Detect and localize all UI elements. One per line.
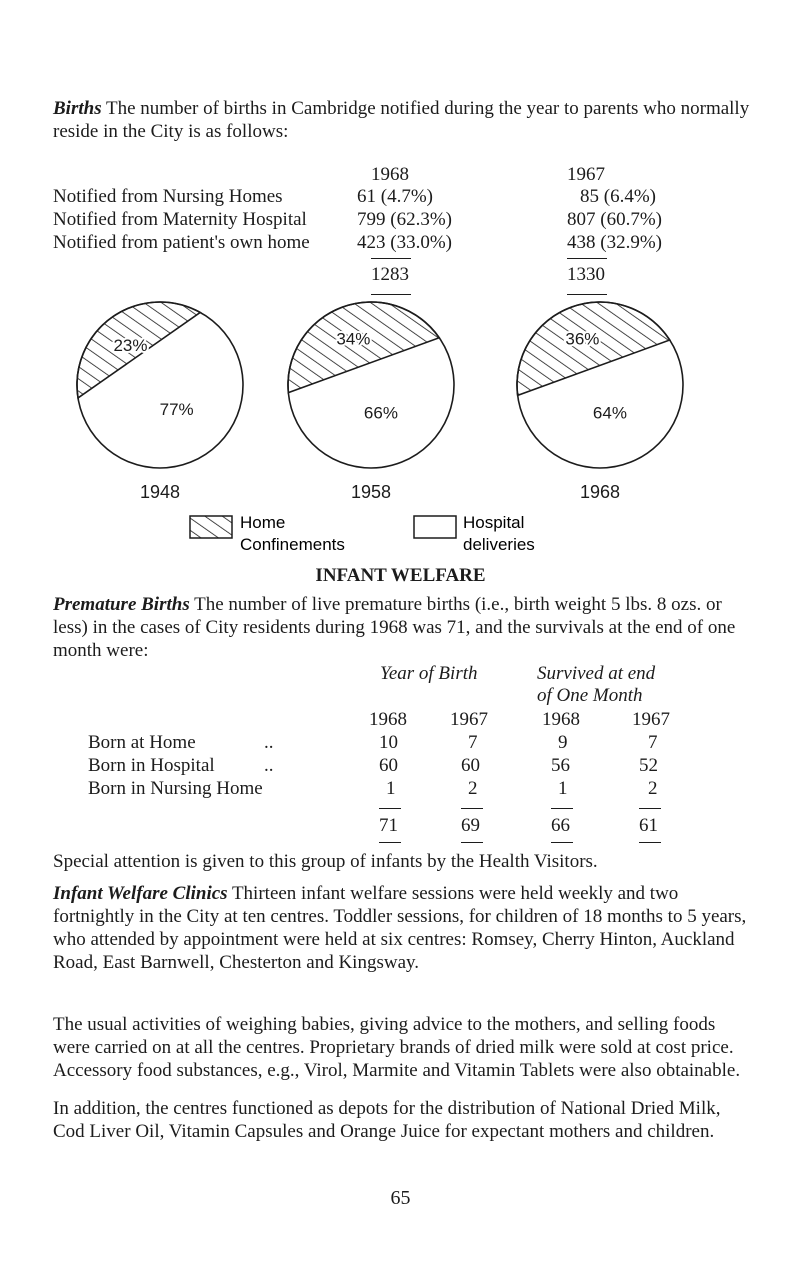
pie-year-label: 1948 xyxy=(139,482,181,502)
pie-charts xyxy=(0,300,801,560)
table-row-label: Born at Home xyxy=(88,732,196,753)
table-cell: 7 xyxy=(648,732,658,753)
births-row-1967: 85 (6.4%) xyxy=(580,186,656,207)
hdr-survived: Survived at end xyxy=(537,663,656,684)
table-cell: 52 xyxy=(639,755,658,776)
legend-home-label: Confinements xyxy=(240,535,345,554)
pie-label-home-1968: 36% xyxy=(565,329,600,349)
births-intro-text: The number of births in Cambridge notified during the year to parents who normally reside in the City is as follows: xyxy=(53,98,750,142)
pie-label-home-1948: 23% xyxy=(113,335,148,355)
table-total: 61 xyxy=(639,815,658,836)
col-year: 1967 xyxy=(450,709,488,730)
table-total: 66 xyxy=(551,815,570,836)
table-cell: 60 xyxy=(461,755,480,776)
births-rule xyxy=(567,294,607,295)
col-year: 1968 xyxy=(542,709,580,730)
births-rule xyxy=(567,258,607,259)
births-label: Births xyxy=(53,98,102,119)
births-row-1968: 61 (4.7%) xyxy=(357,186,433,207)
table-total: 69 xyxy=(461,815,480,836)
premature-label: Premature Births xyxy=(53,594,190,615)
table-cell: 7 xyxy=(468,732,478,753)
clinics-text: Thirteen infant welfare sessions were held weekly and two fortnightly in the City at ten centres. Toddler sessions, for children of 18 months to 5 years, who attended by appointment were held at six centres: Romsey, Cherry Hinton, Auckland Road, East Barnwell, Chesterton and Kingsway. xyxy=(53,883,747,973)
table-cell: 1 xyxy=(386,778,396,799)
legend-hospital-label: Hospital xyxy=(463,513,525,532)
hdr-survived: of One Month xyxy=(537,685,643,706)
legend-hospital-label: deliveries xyxy=(463,535,535,554)
clinics-paragraph xyxy=(53,882,753,974)
legend-home-swatch xyxy=(190,516,232,538)
table-cell: 2 xyxy=(648,778,658,799)
table-rule xyxy=(379,808,401,809)
legend-home-label: Home xyxy=(240,513,286,532)
col-year: 1967 xyxy=(632,709,670,730)
special-attention: Special attention is given to this group of infants by the Health Visitors. xyxy=(53,851,598,872)
table-rule xyxy=(461,808,483,809)
table-rule xyxy=(551,842,573,843)
pie-year-label: 1968 xyxy=(579,482,621,502)
births-row-1968: 423 (33.0%) xyxy=(357,232,452,253)
pie-label-home-1958: 34% xyxy=(336,329,371,349)
births-row-label: Notified from Nursing Homes xyxy=(53,186,283,207)
section-heading: INFANT WELFARE xyxy=(315,565,486,586)
table-row-dots: .. xyxy=(264,755,274,776)
table-row-label: Born in Hospital xyxy=(88,755,215,776)
table-cell: 10 xyxy=(379,732,398,753)
pie-label-hospital-1948: 77% xyxy=(159,399,194,419)
table-cell: 56 xyxy=(551,755,570,776)
table-rule xyxy=(639,808,661,809)
table-cell: 1 xyxy=(558,778,568,799)
births-row-label: Notified from Maternity Hospital xyxy=(53,209,307,230)
legend xyxy=(190,513,535,554)
table-rule xyxy=(379,842,401,843)
table-cell: 2 xyxy=(468,778,478,799)
depots-paragraph: In addition, the centres functioned as depots for the distribution of National Dried Milk, Cod Liver Oil, Vitamin Capsules and Orange Juice for expectant mothers and children. xyxy=(53,1098,721,1142)
births-rule xyxy=(371,258,411,259)
births-row-1967: 438 (32.9%) xyxy=(567,232,662,253)
table-cell: 9 xyxy=(558,732,568,753)
table-row-dots: .. xyxy=(264,732,274,753)
table-rule xyxy=(551,808,573,809)
premature-text: The number of live premature births (i.e., birth weight 5 lbs. 8 ozs. or less) in the cases of City residents during 1968 was 71, and the survivals at the end of one month were: xyxy=(53,594,736,661)
pie-label-hospital-1958: 66% xyxy=(363,403,398,423)
table-cell: 60 xyxy=(379,755,398,776)
table-rule xyxy=(461,842,483,843)
births-rule xyxy=(371,294,411,295)
pie-label-hospital-1968: 64% xyxy=(592,403,627,423)
births-total-1967: 1330 xyxy=(567,264,605,285)
pie-year-label: 1958 xyxy=(350,482,392,502)
premature-paragraph xyxy=(53,593,753,662)
table-row-label: Born in Nursing Home xyxy=(88,778,263,799)
clinics-label: Infant Welfare Clinics xyxy=(53,883,228,904)
births-intro xyxy=(53,97,753,143)
col-year: 1968 xyxy=(369,709,407,730)
births-row-1967: 807 (60.7%) xyxy=(567,209,662,230)
births-col-1968: 1968 xyxy=(371,164,409,185)
births-row-label: Notified from patient's own home xyxy=(53,232,310,253)
births-total-1968: 1283 xyxy=(371,264,409,285)
table-rule xyxy=(639,842,661,843)
births-col-1967: 1967 xyxy=(567,164,605,185)
table-total: 71 xyxy=(379,815,398,836)
hdr-year-of-birth: Year of Birth xyxy=(380,663,478,684)
activities-paragraph: The usual activities of weighing babies, giving advice to the mothers, and selling foods were carried on at all the centres. Proprietary brands of dried milk were sold at cost price. Accessory food substances, e.g., Virol, Marmite and Vitamin Tablets were also obtainable. xyxy=(53,1014,741,1081)
legend-hospital-swatch xyxy=(414,516,456,538)
births-row-1968: 799 (62.3%) xyxy=(357,209,452,230)
page-number: 65 xyxy=(390,1187,411,1209)
